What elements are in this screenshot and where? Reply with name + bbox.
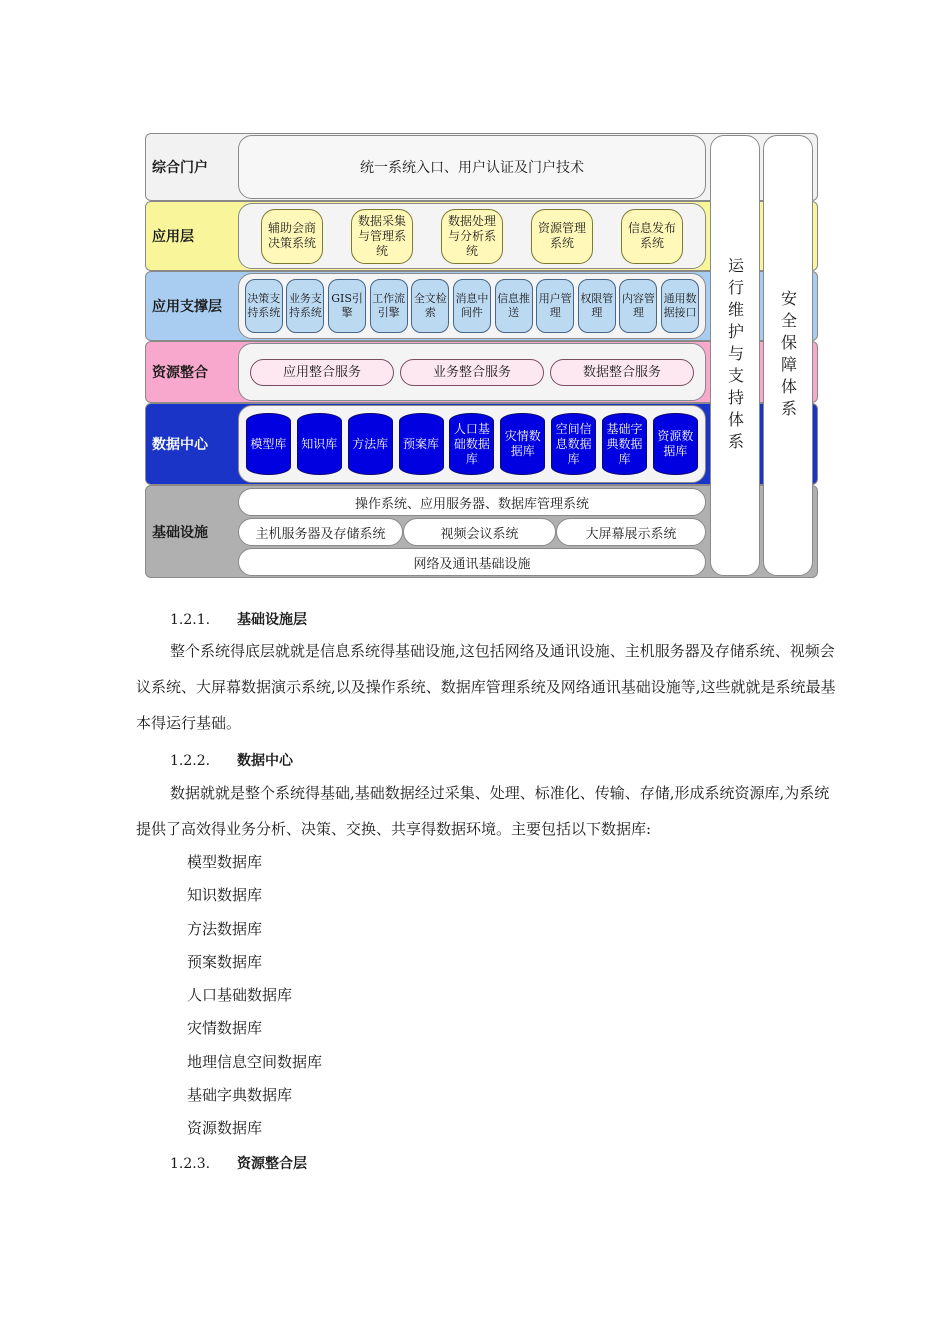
portal-label: 综合门户: [152, 160, 208, 176]
database-cylinder: 资源数据库: [653, 413, 698, 475]
support-item: GIS引擎: [328, 279, 366, 333]
section-title: 资源整合层: [237, 1156, 307, 1172]
list-item: 模型数据库: [187, 853, 263, 871]
support-layer-label: 应用支撑层: [152, 299, 222, 315]
database-cylinder: 方法库: [348, 413, 393, 475]
list-item: 基础字典数据库: [187, 1086, 293, 1105]
support-item: 消息中间件: [453, 279, 491, 333]
support-item: 通用数据接口: [661, 279, 699, 333]
app-layer-panel: [238, 203, 706, 269]
database-cylinder: 人口基础数据库: [449, 413, 494, 475]
database-cylinder: 基础字典数据库: [602, 413, 647, 475]
app-item: 信息发布系统: [621, 209, 683, 264]
ops-support-column: [710, 135, 760, 576]
list-item: 方法数据库: [187, 919, 263, 938]
section-number: 1.2.2.: [170, 753, 211, 769]
section-heading: [170, 609, 307, 629]
infra-video-conference: 视频会议系统: [403, 518, 556, 546]
infrastructure-label: 基础设施: [152, 524, 208, 541]
support-item: 用户管理: [536, 279, 574, 333]
support-item: 全文检索: [411, 279, 449, 333]
list-item: 资源数据库: [187, 1119, 263, 1138]
resource-layer-panel: [238, 343, 706, 401]
database-cylinder: 知识库: [297, 413, 342, 475]
resource-item: 业务整合服务: [400, 359, 544, 386]
app-item: 资源管理系统: [531, 209, 593, 264]
resource-layer-label: 资源整合: [152, 365, 208, 381]
section-paragraph: 数据就就是整个系统得基础,基础数据经过采集、处理、标准化、传输、存储,形成系统资源库,为系统提供了高效得业务分析、决策、交换、共享得数据环境。主要包括以下数据库:: [136, 784, 830, 838]
database-cylinder: 预案库: [399, 413, 444, 475]
infra-row-network: 网络及通讯基础设施: [238, 548, 706, 576]
portal-text: 统一系统入口、用户认证及门户技术: [360, 160, 584, 176]
section-heading: [170, 1153, 307, 1173]
database-cylinder: 空间信息数据库: [551, 413, 596, 475]
infra-host-storage: 主机服务器及存储系统: [238, 518, 403, 546]
list-item: 人口基础数据库: [187, 986, 293, 1005]
support-item: 权限管理: [578, 279, 616, 333]
infra-row-os: 操作系统、应用服务器、数据库管理系统: [238, 488, 706, 516]
support-item: 内容管理: [619, 279, 657, 333]
support-item: 信息推送: [495, 279, 533, 333]
security-column: [763, 135, 813, 576]
app-item: 辅助会商决策系统: [261, 209, 323, 264]
section-number: 1.2.1.: [170, 612, 211, 628]
security-text: 安全保障体系: [778, 289, 798, 422]
list-item: 灾情数据库: [187, 1019, 263, 1038]
database-list: [187, 846, 322, 1146]
data-center-label: 数据中心: [152, 437, 208, 453]
data-center-panel: [238, 405, 706, 483]
app-layer-label: 应用层: [152, 229, 194, 245]
section-title: 数据中心: [237, 753, 293, 769]
section-number: 1.2.3.: [170, 1156, 211, 1172]
database-cylinder: 模型库: [246, 413, 291, 475]
list-item: 预案数据库: [187, 952, 263, 971]
section-title: 基础设施层: [237, 612, 307, 628]
support-item: 工作流引擎: [370, 279, 408, 333]
architecture-diagram: [145, 133, 818, 578]
list-item: 地理信息空间数据库: [187, 1052, 323, 1071]
resource-item: 应用整合服务: [250, 359, 394, 386]
support-layer-panel: [238, 273, 706, 339]
app-item: 数据处理与分析系统: [441, 209, 503, 264]
list-item: 知识数据库: [187, 886, 263, 905]
database-cylinder: 灾情数据库: [500, 413, 545, 475]
section-heading: [170, 750, 293, 770]
app-item: 数据采集与管理系统: [351, 209, 413, 264]
section-paragraph: 整个系统得底层就就是信息系统得基础设施,这包括网络及通讯设施、主机服务器及存储系统、视频会议系统、大屏幕数据演示系统,以及操作系统、数据库管理系统及网络通讯基础设施等,这些就就是系统最基本得运行基础。: [136, 642, 836, 732]
ops-support-text: 运行维护与支持体系: [725, 256, 745, 455]
infra-large-screen: 大屏幕展示系统: [556, 518, 706, 546]
support-item: 业务支持系统: [286, 279, 324, 333]
portal-panel: [238, 135, 706, 199]
support-item: 决策支持系统: [245, 279, 283, 333]
resource-item: 数据整合服务: [550, 359, 694, 386]
